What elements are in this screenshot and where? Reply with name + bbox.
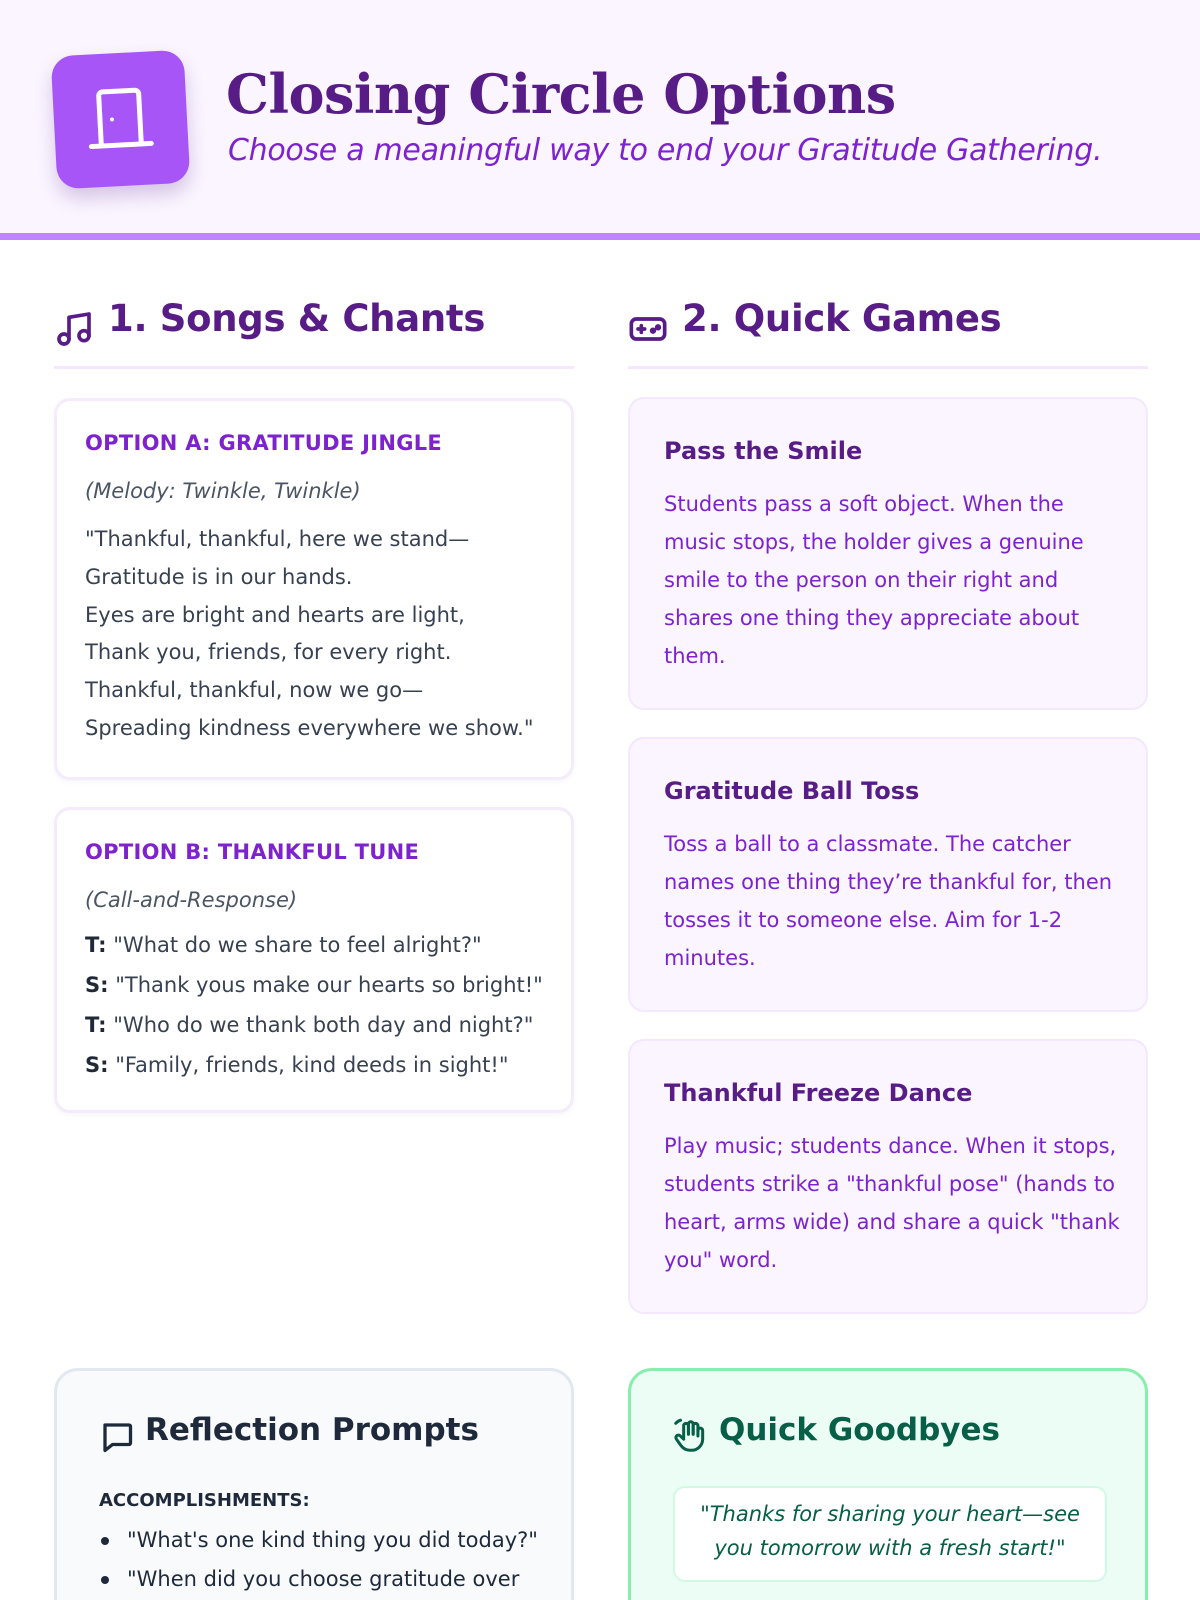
lyric-line: Thank you, friends, for every right. bbox=[85, 640, 452, 664]
speech-bubble-icon bbox=[99, 1419, 135, 1455]
lyric-line: Spreading kindness everywhere we show." bbox=[85, 716, 534, 740]
games-heading-text: 2. Quick Games bbox=[682, 297, 1002, 340]
lyric-line: Gratitude is in our hands. bbox=[85, 565, 353, 589]
goodbye-card bbox=[628, 1368, 1148, 1600]
logo-badge bbox=[51, 50, 191, 190]
page-header bbox=[0, 0, 1200, 240]
song-card-option-a bbox=[54, 398, 574, 780]
call-response-line bbox=[85, 973, 543, 997]
line-text: "Who do we thank both day and night?" bbox=[113, 1013, 534, 1037]
game-title: Pass the Smile bbox=[664, 437, 863, 465]
game-card bbox=[628, 397, 1148, 710]
lyric-line: "Thankful, thankful, here we stand— bbox=[85, 527, 470, 551]
call-response-line bbox=[85, 1053, 509, 1077]
line-text: "What do we share to feel alright?" bbox=[113, 933, 482, 957]
lyric-line: Thankful, thankful, now we go— bbox=[85, 678, 424, 702]
style-note: (Call-and-Response) bbox=[85, 888, 298, 912]
option-label: OPTION B: THANKFUL TUNE bbox=[85, 840, 420, 864]
game-description: Play music; students dance. When it stops, students strike a "thankful pose" (hands to heart, arms wide) and share a quick "thank you" word. bbox=[664, 1134, 1120, 1272]
speaker-tag: S: bbox=[85, 973, 109, 997]
waving-hand-icon bbox=[671, 1417, 709, 1455]
game-title: Thankful Freeze Dance bbox=[664, 1079, 973, 1107]
goodbye-title: Quick Goodbyes bbox=[719, 1412, 1000, 1448]
page-title: Closing Circle Options bbox=[226, 62, 896, 126]
lyric-line: Eyes are bright and hearts are light, bbox=[85, 603, 465, 627]
game-description: Toss a ball to a classmate. The catcher names one thing they’re thankful for, then tosses it to someone else. Aim for 1-2 minutes. bbox=[664, 832, 1113, 970]
call-response-line bbox=[85, 1013, 533, 1037]
music-note-icon bbox=[54, 309, 94, 349]
page-subtitle: Choose a meaningful way to end your Gratitude Gathering. bbox=[228, 133, 1103, 168]
game-card bbox=[628, 737, 1148, 1012]
song-card-option-b bbox=[54, 807, 574, 1113]
list-item: "What's one kind thing you did today?" bbox=[99, 1521, 559, 1560]
reflection-prompt-list bbox=[99, 1521, 559, 1599]
games-section-heading bbox=[628, 295, 1148, 369]
songs-heading-text: 1. Songs & Chants bbox=[108, 297, 486, 340]
game-title: Gratitude Ball Toss bbox=[664, 777, 920, 805]
list-item: "When did you choose gratitude over bbox=[99, 1560, 559, 1599]
speaker-tag: T: bbox=[85, 933, 107, 957]
speaker-tag: S: bbox=[85, 1053, 109, 1077]
door-icon bbox=[82, 81, 158, 157]
melody-note: (Melody: Twinkle, Twinkle) bbox=[85, 479, 361, 503]
call-response-line bbox=[85, 933, 482, 957]
songs-section-heading bbox=[54, 295, 574, 369]
reflection-card bbox=[54, 1368, 574, 1600]
quote-line: you tomorrow with a fresh start!" bbox=[714, 1536, 1066, 1560]
gamepad-icon bbox=[628, 309, 668, 349]
speaker-tag: T: bbox=[85, 1013, 107, 1037]
reflection-subheading: ACCOMPLISHMENTS: bbox=[99, 1490, 310, 1511]
game-description: Students pass a soft object. When the music stops, the holder gives a genuine smile to the person on their right and shares one thing they appreciate about them. bbox=[664, 492, 1084, 668]
goodbye-quote bbox=[673, 1486, 1107, 1582]
line-text: "Thank yous make our hearts so bright!" bbox=[115, 973, 543, 997]
line-text: "Family, friends, kind deeds in sight!" bbox=[115, 1053, 509, 1077]
reflection-title: Reflection Prompts bbox=[145, 1412, 479, 1448]
quote-line: "Thanks for sharing your heart—see bbox=[700, 1502, 1080, 1526]
option-label: OPTION A: GRATITUDE JINGLE bbox=[85, 431, 443, 455]
game-card bbox=[628, 1039, 1148, 1314]
